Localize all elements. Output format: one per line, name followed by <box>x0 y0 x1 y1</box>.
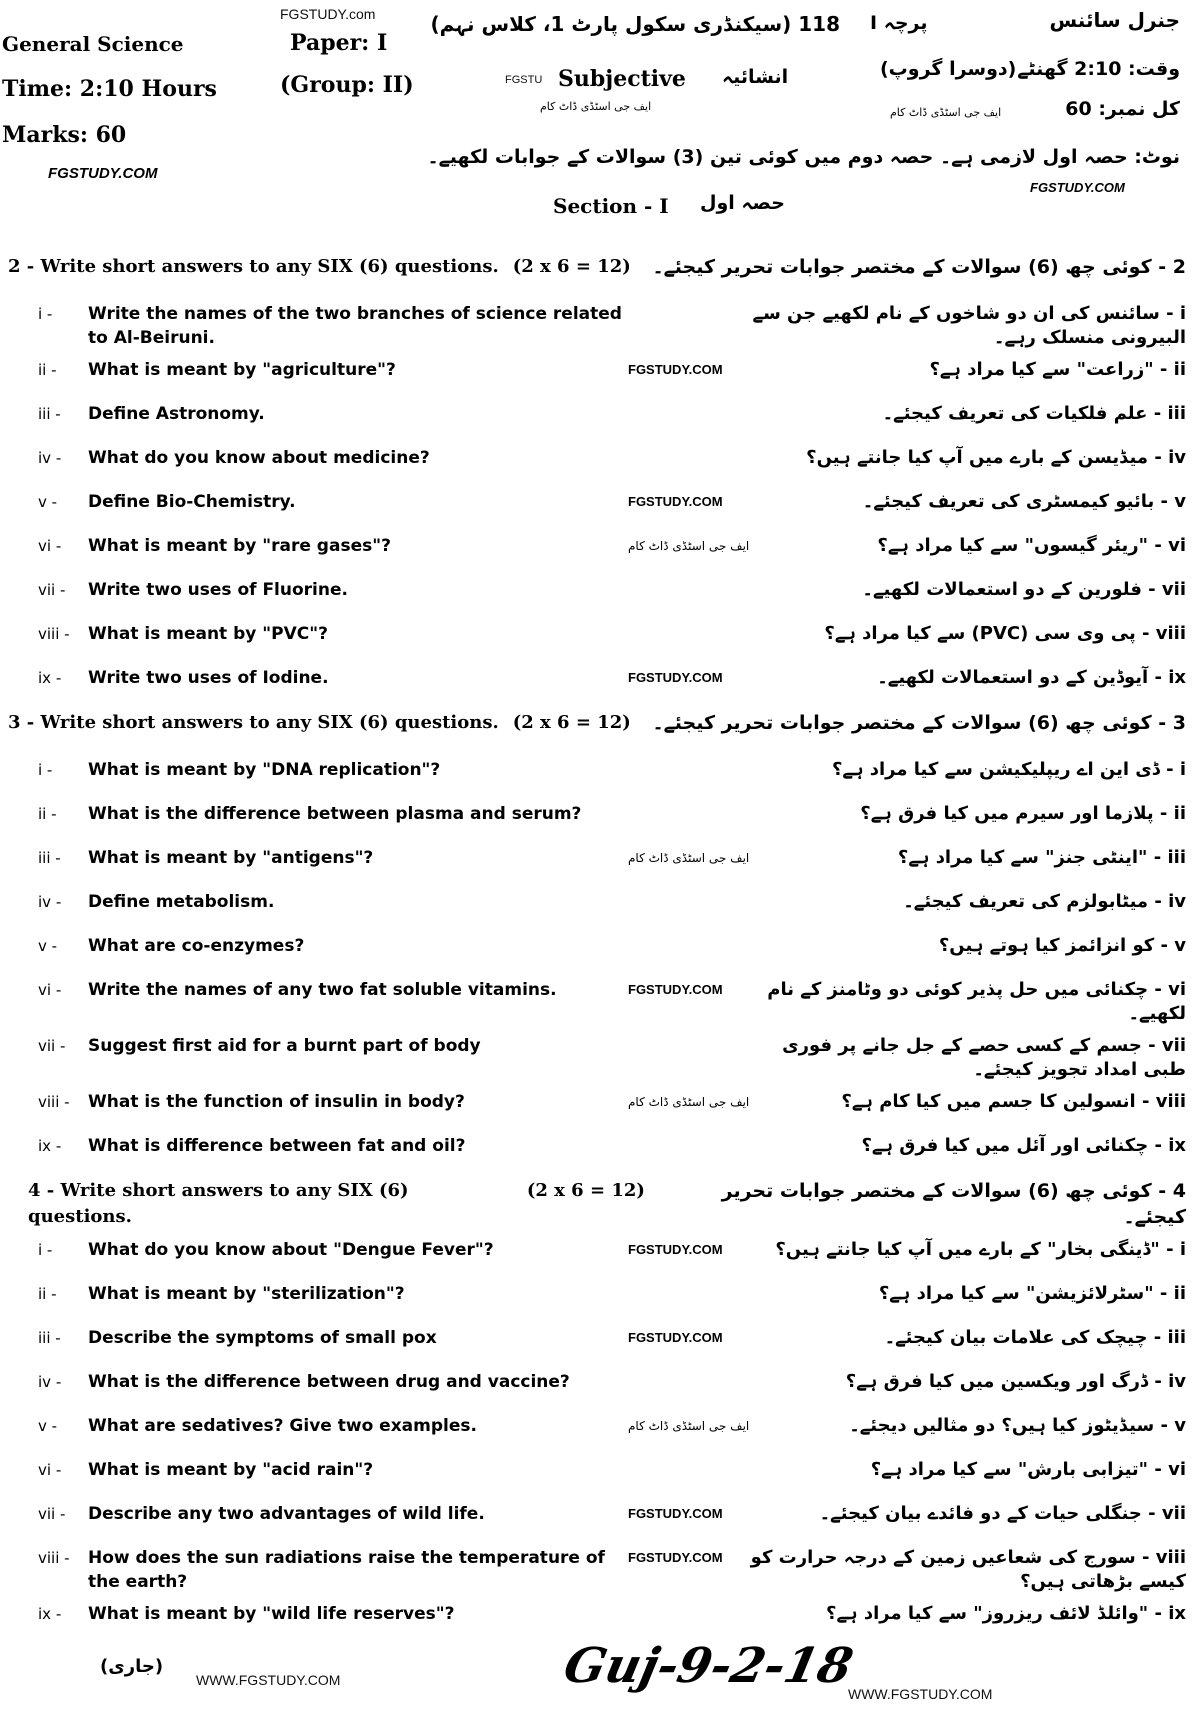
item-number: iv - <box>38 1373 62 1391</box>
paper-urdu: پرچہ I <box>870 12 928 34</box>
question-marks: (2 x 6 = 12) <box>526 1180 645 1201</box>
item-number-urdu: v - <box>1160 1415 1186 1436</box>
item-text-urdu <box>748 358 1192 382</box>
subjective-urdu: انشائیہ <box>722 66 789 88</box>
item-number: vi - <box>38 981 62 999</box>
item-text-urdu <box>748 666 1192 690</box>
item-number: i - <box>38 305 53 323</box>
item-text-urdu <box>748 578 1192 602</box>
watermark-urdu: ایف جی اسٹڈی ڈاٹ کام <box>628 1095 750 1109</box>
item-text-urdu <box>748 802 1192 826</box>
item-number-urdu: v - <box>1160 491 1186 512</box>
item-text: Define Bio-Chemistry. <box>88 492 296 512</box>
item-text-urdu <box>748 1602 1192 1626</box>
question-item <box>0 926 1192 970</box>
question-item <box>0 350 1192 394</box>
item-urdu-text: جسم کے کسی حصے کے جل جانے پر فوری طبی امداد تجویز کیجئے۔ <box>782 1035 1186 1080</box>
watermark: FGSTUDY.COM <box>628 1506 723 1521</box>
item-text: Write two uses of Fluorine. <box>88 580 348 600</box>
question-item <box>0 1318 1192 1362</box>
item-text-urdu <box>749 534 1192 558</box>
item-number: viii - <box>38 625 70 643</box>
watermark: FGSTUDY.COM <box>628 670 723 685</box>
page-footer <box>0 1638 1192 1714</box>
item-text: What are sedatives? Give two examples. <box>88 1416 477 1436</box>
item-urdu-text: پلازما اور سیرم میں کیا فرق ہے؟ <box>860 803 1154 824</box>
watermark: FGSTUDY.COM <box>628 1242 723 1257</box>
question-item <box>0 614 1192 658</box>
item-urdu-text: چیچک کی علامات بیان کیجئے۔ <box>884 1327 1148 1348</box>
exam-header <box>0 0 1192 250</box>
item-text: Define Astronomy. <box>88 404 265 424</box>
watermark: FGSTUDY.COM <box>628 1550 723 1565</box>
question-item <box>0 1026 1192 1082</box>
item-text-urdu <box>748 1134 1192 1158</box>
group-urdu: (دوسرا گروپ) <box>880 58 1017 80</box>
item-number: vii - <box>38 1037 66 1055</box>
item-text: What do you know about "Dengue Fever"? <box>88 1240 494 1260</box>
item-urdu-text: "اینٹی جنز" سے کیا مراد ہے؟ <box>897 847 1148 868</box>
item-text: Describe any two advantages of wild life. <box>88 1504 485 1524</box>
item-urdu-text: جنگلی حیات کے دو فائدے بیان کیجئے۔ <box>819 1503 1142 1524</box>
item-text: How does the sun radiations raise the temperature of the earth? <box>88 1548 605 1592</box>
question-heading-text: 4 - Write short answers to any SIX (6) questions. <box>28 1180 409 1227</box>
item-urdu-text: بائیو کیمسٹری کی تعریف کیجئے۔ <box>862 491 1155 512</box>
question-heading-text: 3 - Write short answers to any SIX (6) questions. <box>8 712 499 733</box>
subject-title: General Science <box>2 32 184 56</box>
item-text-urdu <box>748 446 1192 470</box>
item-urdu-text: میٹابولزم کی تعریف کیجئے۔ <box>903 891 1149 912</box>
item-text-urdu <box>748 622 1192 646</box>
item-number-urdu: ii - <box>1159 1283 1186 1304</box>
item-urdu-text: "ریئر گیسوں" سے کیا مراد ہے؟ <box>877 535 1149 556</box>
item-text-urdu <box>748 1370 1192 1394</box>
item-text-urdu <box>748 490 1192 514</box>
item-urdu-text: انسولین کا جسم میں کیا کام ہے؟ <box>841 1091 1136 1112</box>
item-number: viii - <box>38 1549 70 1567</box>
question-heading <box>0 250 1192 294</box>
item-urdu-text: سورج کی شعاعیں زمین کے درجہ حرارت کو کیسے بڑھاتی ہیں؟ <box>750 1547 1186 1592</box>
question-item <box>0 970 1192 1026</box>
question-item <box>0 482 1192 526</box>
item-text: Describe the symptoms of small pox <box>88 1328 437 1348</box>
question-item <box>0 1450 1192 1494</box>
question-item <box>0 658 1192 702</box>
item-text: Write the names of the two branches of science related to Al-Beiruni. <box>88 304 622 348</box>
item-number-urdu: viii - <box>1142 1091 1186 1112</box>
handwritten-code: Guj-9-2-18 <box>559 1638 858 1694</box>
question-item <box>0 294 1192 350</box>
watermark-urdu: ایف جی اسٹڈی ڈاٹ کام <box>628 1419 750 1433</box>
question-heading <box>0 706 1192 750</box>
watermark: FGSTU <box>505 74 543 86</box>
marks-label: Marks: 60 <box>2 122 127 148</box>
item-number: iv - <box>38 449 62 467</box>
item-text: Define metabolism. <box>88 892 275 912</box>
question-item <box>0 394 1192 438</box>
item-number-urdu: iv - <box>1154 891 1186 912</box>
item-number: ii - <box>38 805 57 823</box>
item-text-urdu <box>748 934 1192 958</box>
item-text: What is the difference between drug and vaccine? <box>88 1372 570 1392</box>
footer-site-left: WWW.FGSTUDY.COM <box>196 1672 341 1688</box>
item-urdu-text: فلورین کے دو استعمالات لکھیے۔ <box>862 579 1142 600</box>
question-2 <box>0 250 1192 702</box>
item-text-urdu <box>748 1502 1192 1526</box>
item-number-urdu: viii - <box>1142 1547 1186 1568</box>
item-number: iii - <box>38 1329 61 1347</box>
item-number: viii - <box>38 1093 70 1111</box>
item-text-urdu <box>748 1326 1192 1350</box>
item-number: i - <box>38 1241 53 1259</box>
section-title-urdu: حصہ اول <box>700 192 785 214</box>
section-title: Section - I <box>553 194 669 218</box>
watermark-urdu: ایف جی اسٹڈی ڈاٹ کام <box>628 539 750 553</box>
item-text-urdu <box>749 1414 1192 1438</box>
item-urdu-text: سیڈیٹوز کیا ہیں؟ دو مثالیں دیجئے۔ <box>849 1415 1155 1436</box>
item-text-urdu <box>748 978 1192 1026</box>
item-text: What is meant by "wild life reserves"? <box>88 1604 455 1624</box>
question-item <box>0 1594 1192 1638</box>
paper-label: Paper: I <box>290 30 388 56</box>
item-number: vi - <box>38 537 62 555</box>
item-number: iii - <box>38 405 61 423</box>
item-number-urdu: ix - <box>1154 1603 1186 1624</box>
questions-area <box>0 250 1192 1714</box>
question-item <box>0 438 1192 482</box>
question-item <box>0 1126 1192 1170</box>
group-label: (Group: II) <box>280 72 414 98</box>
item-number-urdu: vii - <box>1148 579 1186 600</box>
item-urdu-text: چکنائی میں حل پذیر کوئی دو وٹامنز کے نام لکھیے۔ <box>767 979 1186 1024</box>
item-number-urdu: i - <box>1166 759 1186 780</box>
item-text-urdu <box>748 1458 1192 1482</box>
item-urdu-text: "سٹرلائزیشن" سے کیا مراد ہے؟ <box>878 1283 1154 1304</box>
question-4 <box>0 1174 1192 1638</box>
item-number: ii - <box>38 361 57 379</box>
item-number: ix - <box>38 669 62 687</box>
item-number: vii - <box>38 581 66 599</box>
item-number-urdu: vi - <box>1154 535 1186 556</box>
item-number: v - <box>38 1417 58 1435</box>
item-text: What is difference between fat and oil? <box>88 1136 466 1156</box>
question-item <box>0 882 1192 926</box>
item-text: What is meant by "DNA replication"? <box>88 760 441 780</box>
instructions-urdu: نوٹ: حصہ اول لازمی ہے۔ حصہ دوم میں کوئی تین (3) سوالات کے جوابات لکھیے۔ <box>427 146 1180 168</box>
item-text: What is meant by "sterilization"? <box>88 1284 405 1304</box>
question-item <box>0 1538 1192 1594</box>
item-text-urdu <box>749 1090 1192 1114</box>
item-urdu-text: سائنس کی ان دو شاخوں کے نام لکھیے جن سے البیرونی منسلک رہے۔ <box>752 303 1186 348</box>
item-text: What are co-enzymes? <box>88 936 305 956</box>
item-text-urdu <box>749 846 1192 870</box>
item-number: iv - <box>38 893 62 911</box>
question-item <box>0 1494 1192 1538</box>
item-text: Write the names of any two fat soluble vitamins. <box>88 980 557 1000</box>
item-urdu-text: "ڈینگی بخار" کے بارے میں آپ کیا جانتے ہیں؟ <box>775 1239 1160 1260</box>
item-number-urdu: ix - <box>1154 667 1186 688</box>
item-urdu-text: آیوڈین کے دو استعمالات لکھیے۔ <box>877 667 1149 688</box>
question-heading-text: 2 - Write short answers to any SIX (6) questions. <box>8 256 499 277</box>
item-urdu-text: "زراعت" سے کیا مراد ہے؟ <box>929 359 1154 380</box>
time-urdu: وقت: 2:10 گھنٹے <box>1017 58 1180 80</box>
item-number-urdu: vii - <box>1148 1035 1186 1056</box>
item-number: i - <box>38 761 53 779</box>
watermark-urdu: ایف جی اسٹڈی ڈاٹ کام <box>540 100 652 113</box>
question-item <box>0 526 1192 570</box>
item-number: ix - <box>38 1605 62 1623</box>
item-urdu-text: چکنائی اور آئل میں کیا فرق ہے؟ <box>861 1135 1149 1156</box>
item-text: What is meant by "antigens"? <box>88 848 374 868</box>
item-number: v - <box>38 493 58 511</box>
question-3 <box>0 706 1192 1170</box>
item-number-urdu: iv - <box>1154 447 1186 468</box>
item-text: Write two uses of Iodine. <box>88 668 329 688</box>
subjective-label: Subjective <box>558 66 686 92</box>
item-text: What is meant by "agriculture"? <box>88 360 396 380</box>
item-number-urdu: iii - <box>1153 403 1186 424</box>
question-heading <box>0 1174 1192 1230</box>
question-heading-urdu: 2 - کوئی چھ (6) سوالات کے مختصر جوابات تحریر کیجئے۔ <box>652 256 1186 278</box>
question-heading-urdu: 3 - کوئی چھ (6) سوالات کے مختصر جوابات تحریر کیجئے۔ <box>652 712 1186 734</box>
item-text: Suggest first aid for a burnt part of body <box>88 1036 481 1056</box>
question-item <box>0 794 1192 838</box>
item-text-urdu <box>748 1282 1192 1306</box>
watermark: FGSTUDY.COM <box>628 494 723 509</box>
item-number-urdu: vi - <box>1154 979 1186 1000</box>
item-number: vi - <box>38 1461 62 1479</box>
question-item <box>0 1362 1192 1406</box>
question-item <box>0 1274 1192 1318</box>
item-text-urdu <box>748 302 1192 350</box>
item-urdu-text: کو انزائمز کیا ہوتے ہیں؟ <box>938 935 1155 956</box>
question-item <box>0 838 1192 882</box>
item-number-urdu: iii - <box>1153 847 1186 868</box>
item-text-urdu <box>748 890 1192 914</box>
item-number-urdu: i - <box>1166 1239 1186 1260</box>
item-urdu-text: "وائلڈ لائف ریزروز" سے کیا مراد ہے؟ <box>826 1603 1149 1624</box>
watermark: FGSTUDY.COM <box>628 982 723 997</box>
item-urdu-text: ڈی این اے ریپلیکیشن سے کیا مراد ہے؟ <box>831 759 1160 780</box>
item-number: ii - <box>38 1285 57 1303</box>
item-urdu-text: پی وی سی (PVC) سے کیا مراد ہے؟ <box>824 623 1136 644</box>
item-text-urdu <box>748 758 1192 782</box>
item-text: What is meant by "acid rain"? <box>88 1460 374 1480</box>
question-marks: (2 x 6 = 12) <box>512 712 631 733</box>
item-text: What do you know about medicine? <box>88 448 430 468</box>
item-number-urdu: ii - <box>1159 359 1186 380</box>
item-number-urdu: i - <box>1166 303 1186 324</box>
item-number-urdu: viii - <box>1142 623 1186 644</box>
item-text-urdu <box>748 402 1192 426</box>
marks-urdu: کل نمبر: 60 <box>1065 98 1180 120</box>
watermark: FGSTUDY.COM <box>48 165 158 182</box>
item-urdu-text: میڈیسن کے بارے میں آپ کیا جانتے ہیں؟ <box>806 447 1149 468</box>
question-item <box>0 1230 1192 1274</box>
watermark-urdu: ایف جی اسٹڈی ڈاٹ کام <box>628 851 750 865</box>
question-item <box>0 1082 1192 1126</box>
continued-urdu: (جاری) <box>100 1656 164 1677</box>
question-marks: (2 x 6 = 12) <box>512 256 631 277</box>
item-text-urdu <box>748 1034 1192 1082</box>
item-number-urdu: iv - <box>1154 1371 1186 1392</box>
item-text-urdu <box>748 1238 1192 1262</box>
item-text: What is the difference between plasma and serum? <box>88 804 582 824</box>
watermark-urdu: ایف جی اسٹڈی ڈاٹ کام <box>890 106 1002 119</box>
item-text: What is meant by "PVC"? <box>88 624 328 644</box>
item-text-urdu <box>748 1546 1192 1594</box>
watermark: FGSTUDY.com <box>280 6 376 22</box>
item-number-urdu: v - <box>1160 935 1186 956</box>
item-urdu-text: "تیزابی بارش" سے کیا مراد ہے؟ <box>870 1459 1149 1480</box>
subject-urdu: جنرل سائنس <box>1049 8 1180 32</box>
item-urdu-text: ڈرگ اور ویکسین میں کیا فرق ہے؟ <box>845 1371 1149 1392</box>
item-number-urdu: vi - <box>1154 1459 1186 1480</box>
item-number: v - <box>38 937 58 955</box>
item-text: What is the function of insulin in body? <box>88 1092 465 1112</box>
item-number: vii - <box>38 1505 66 1523</box>
watermark: FGSTUDY.COM <box>628 1330 723 1345</box>
watermark: FGSTUDY.COM <box>1030 180 1125 195</box>
question-item <box>0 570 1192 614</box>
time-label: Time: 2:10 Hours <box>2 76 217 102</box>
item-number: iii - <box>38 849 61 867</box>
question-item <box>0 750 1192 794</box>
question-heading-urdu: 4 - کوئی چھ (6) سوالات کے مختصر جوابات تحریر کیجئے۔ <box>721 1180 1186 1228</box>
question-item <box>0 1406 1192 1450</box>
item-urdu-text: علم فلکیات کی تعریف کیجئے۔ <box>882 403 1148 424</box>
footer-site-right: WWW.FGSTUDY.COM <box>848 1686 993 1702</box>
item-number-urdu: ii - <box>1159 803 1186 824</box>
item-number: ix - <box>38 1137 62 1155</box>
paper-code-urdu: 118 (سیکنڈری سکول پارٹ 1، کلاس نہم) <box>430 12 840 36</box>
item-number-urdu: ix - <box>1154 1135 1186 1156</box>
item-number-urdu: iii - <box>1153 1327 1186 1348</box>
watermark: FGSTUDY.COM <box>628 362 723 377</box>
item-text: What is meant by "rare gases"? <box>88 536 391 556</box>
item-number-urdu: vii - <box>1148 1503 1186 1524</box>
